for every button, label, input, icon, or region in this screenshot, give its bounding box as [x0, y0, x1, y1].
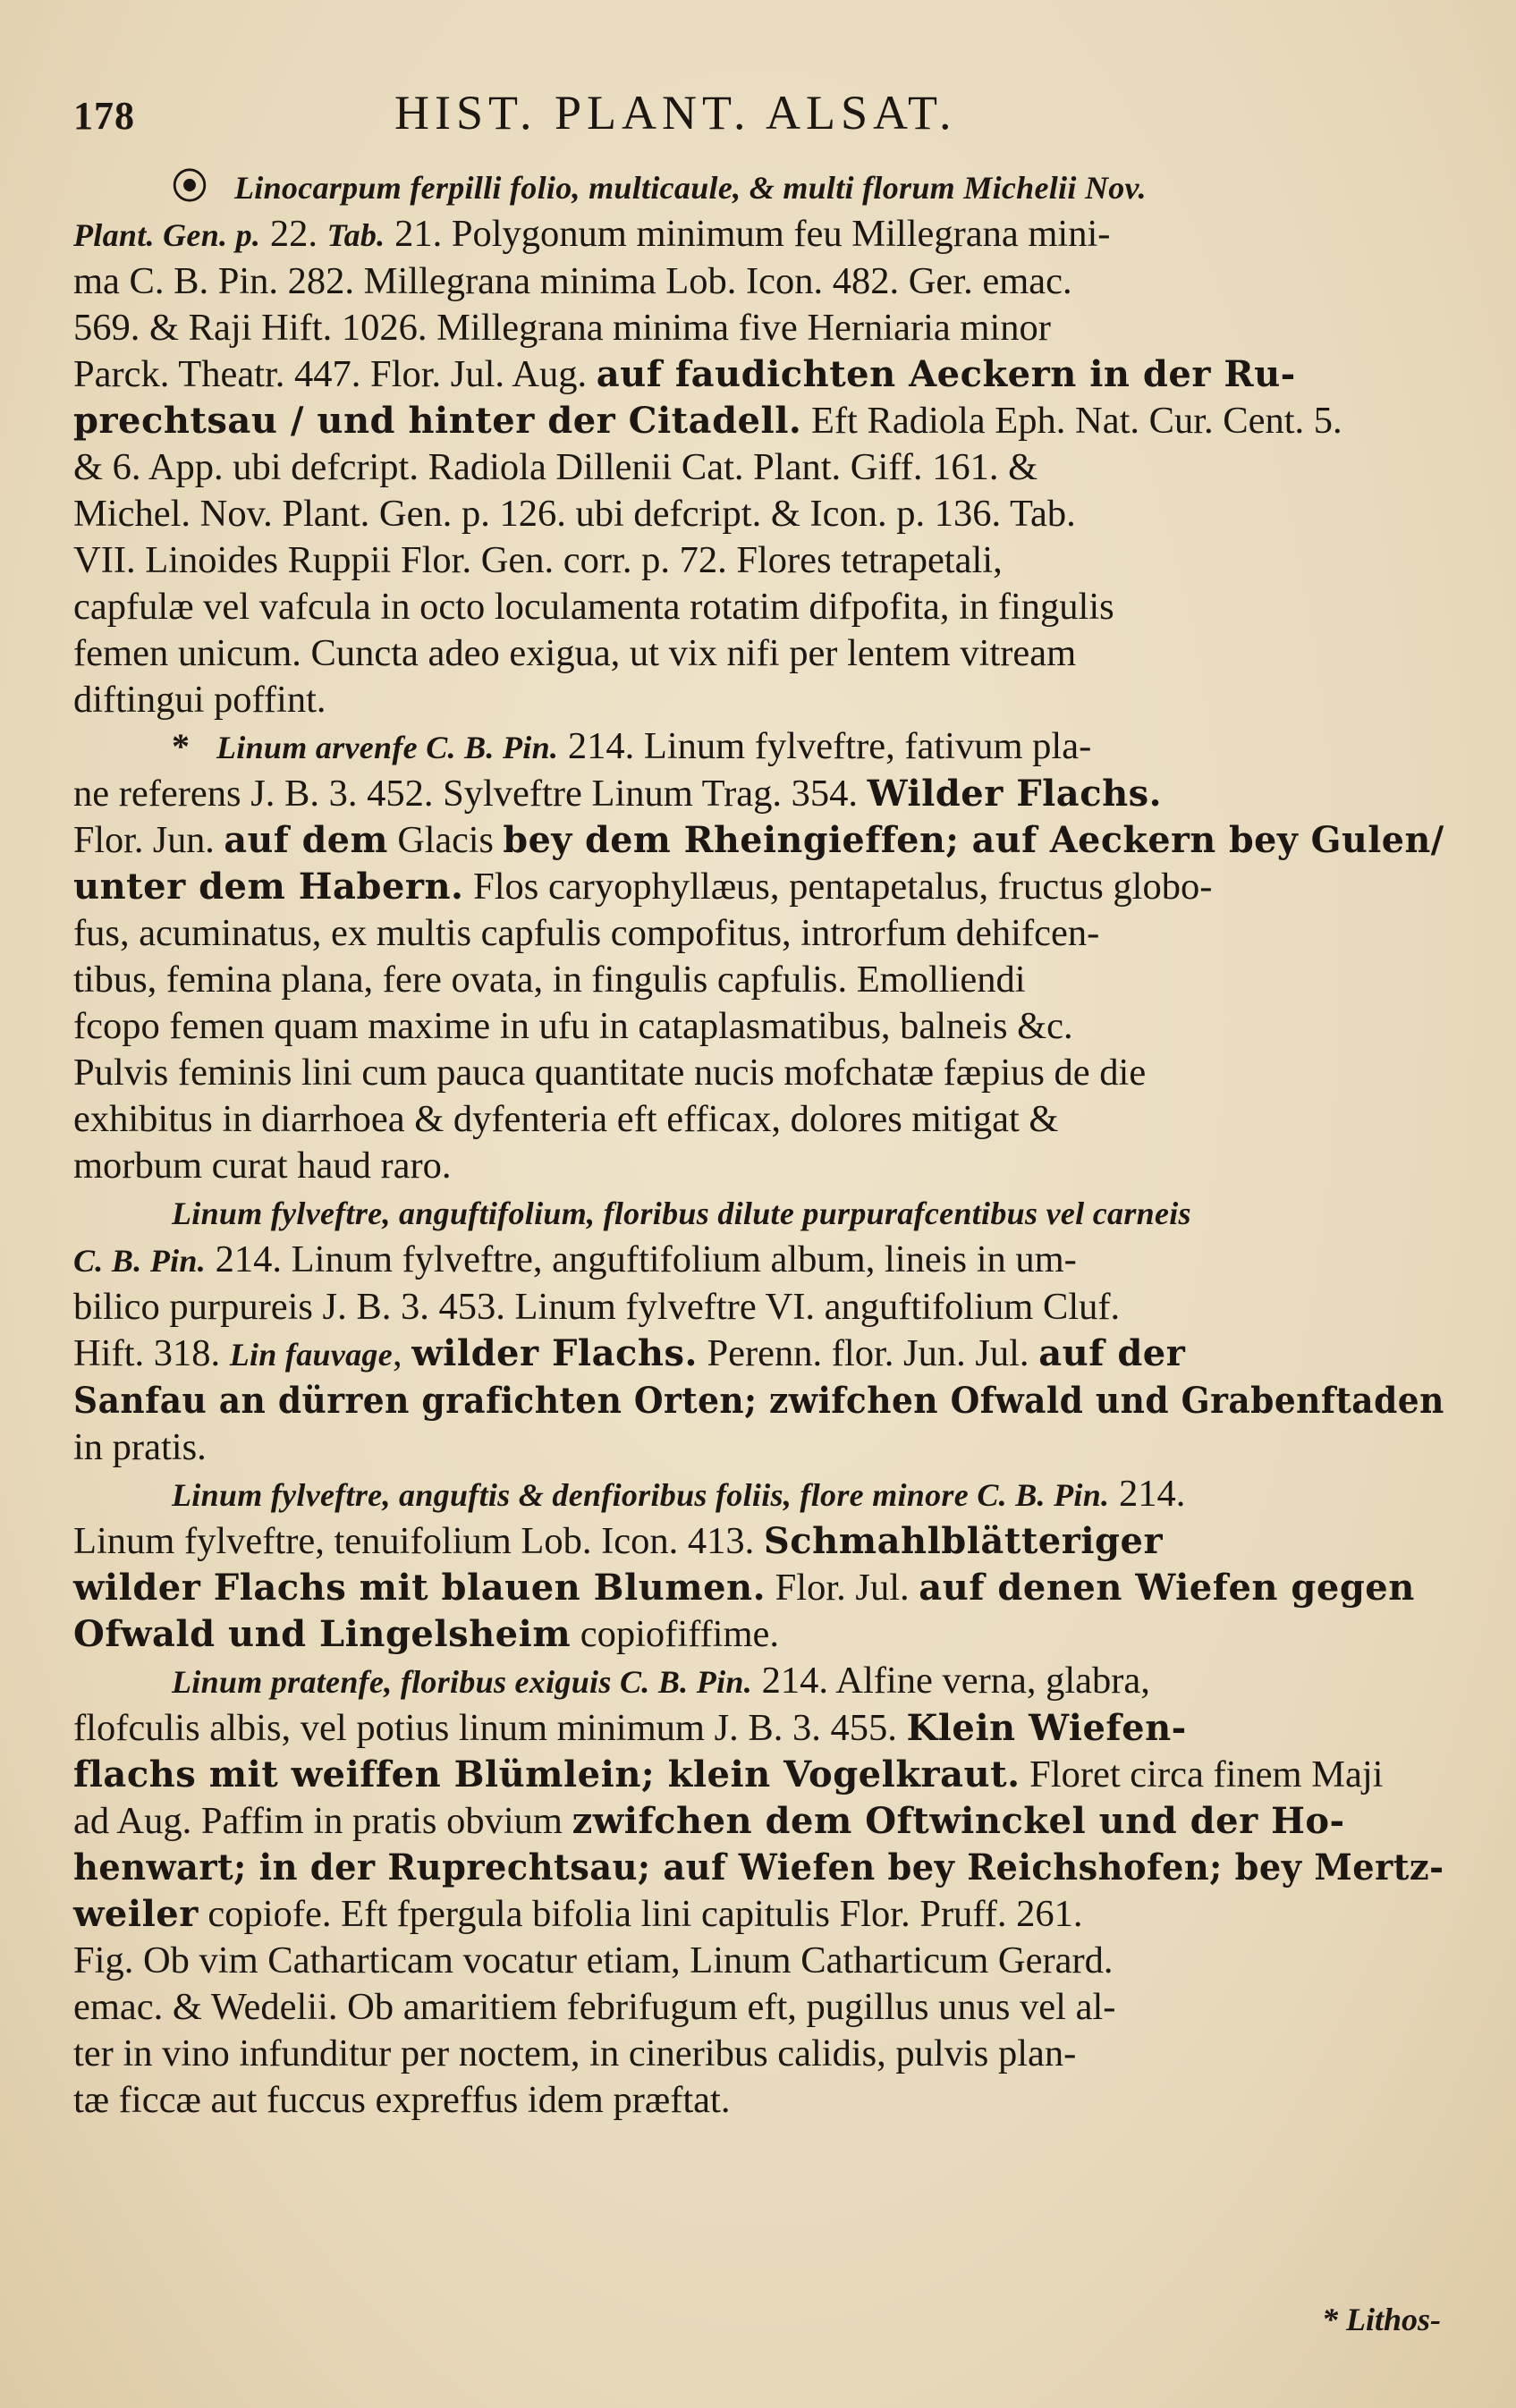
german-text: auf faudichten Aeckern in der Ru- — [596, 353, 1296, 395]
body-text: tibus, femina plana, fere ovata, in fingulis capfulis. Emolliendi — [73, 959, 1026, 1001]
body-text: capfulæ vel vafcula in octo loculamenta rotatim difpofita, in fingulis — [73, 586, 1114, 628]
body-text: Flor. Jul. — [766, 1567, 919, 1609]
text-line — [73, 1705, 1444, 1752]
latin-name: Plant. Gen. p. — [73, 217, 261, 253]
latin-name: Linocarpum ferpilli folio, multicaule, & multi florum Michelii Nov. — [234, 170, 1147, 206]
text-line — [73, 771, 1444, 817]
text-line — [73, 1189, 1444, 1237]
text-line — [73, 910, 1444, 957]
latin-name: Linum fylveftre, anguftis & denfioribus foliis, flore minore C. B. Pin. — [172, 1477, 1110, 1513]
body-text: 21. Polygonum minimum feu Millegrana mini- — [385, 213, 1111, 255]
body-text: morbum curat haud raro. — [73, 1145, 452, 1187]
text-line — [73, 1845, 1444, 1891]
text-line — [73, 817, 1444, 864]
text-line — [73, 1378, 1444, 1424]
text-line — [73, 1752, 1444, 1798]
plant-entry — [73, 164, 1444, 723]
german-text: auf denen Wiefen gegen — [919, 1567, 1415, 1609]
text-line — [73, 1984, 1444, 2031]
text-line — [73, 2031, 1444, 2077]
text-line — [73, 1565, 1444, 1611]
german-text: Schmahlblätteriger — [763, 1520, 1164, 1562]
text-line — [73, 398, 1444, 444]
text-line — [73, 677, 1444, 723]
plant-entry — [73, 1189, 1444, 1471]
body-text: Flos caryophyllæus, pentapetalus, fructus globo- — [463, 866, 1213, 908]
entries-block — [73, 164, 1444, 2124]
catchword: * Lithos- — [1321, 2302, 1441, 2337]
latin-name: Tab. — [326, 217, 385, 253]
german-text: henwart; in der Ruprechtsau; auf Wiefen bey Reichshofen; bey Mertz- — [73, 1846, 1444, 1888]
body-text: , — [393, 1332, 412, 1374]
body-text: fus, acuminatus, ex multis capfulis compofitus, introrfum dehifcen- — [73, 912, 1100, 954]
german-text: weiler — [73, 1893, 199, 1935]
german-text: unter dem Habern. — [73, 866, 464, 908]
body-text: copiofe. Eft fpergula bifolia lini capitulis Flor. Pruff. 261. — [198, 1893, 1083, 1935]
body-text: Glacis — [387, 819, 504, 861]
text-line — [73, 258, 1444, 305]
entry-marker: * — [172, 726, 190, 766]
text-line — [73, 1237, 1444, 1284]
body-text: Eft Radiola Eph. Nat. Cur. Cent. 5. — [801, 400, 1342, 442]
german-text: flachs mit weiffen Blümlein; klein Vogelkraut. — [73, 1753, 1021, 1795]
text-line — [73, 1050, 1444, 1096]
body-text: in pratis. — [73, 1426, 207, 1468]
body-text: Parck. Theatr. 447. Flor. Jul. Aug. — [73, 353, 597, 395]
text-line — [73, 1284, 1444, 1331]
body-text: 214. — [1109, 1473, 1186, 1515]
german-text: bey dem Rheingieffen; auf Aeckern bey Gulen/ — [503, 819, 1444, 861]
latin-name: Lin fauvage — [229, 1337, 393, 1373]
text-line — [73, 351, 1444, 398]
german-text: wilder Flachs. — [411, 1332, 698, 1374]
german-text: zwifchen dem Oftwinckel und der Ho- — [572, 1800, 1345, 1842]
latin-name: Linum arvenfe C. B. Pin. — [216, 730, 559, 765]
body-text: Floret circa finem Maji — [1020, 1753, 1384, 1795]
body-text: ad Aug. Paffim in pratis obvium — [73, 1800, 572, 1842]
body-text: femen unicum. Cuncta adeo exigua, ut vix nifi per lentem vitream — [73, 632, 1077, 674]
body-text: Flor. Jun. — [73, 819, 224, 861]
german-text: auf dem — [224, 819, 388, 861]
german-text: wilder Flachs mit blauen Blumen. — [73, 1567, 766, 1609]
body-text: ter in vino infunditur per noctem, in cineribus calidis, pulvis plan- — [73, 2032, 1077, 2074]
text-line — [73, 491, 1444, 537]
body-text: copiofiffime. — [571, 1613, 780, 1655]
text-line — [73, 1658, 1444, 1705]
body-text: 22. — [260, 213, 327, 255]
text-line — [73, 1891, 1444, 1938]
plant-entry — [73, 1471, 1444, 1658]
plant-entry — [73, 723, 1444, 1189]
body-text: Perenn. flor. Jun. Jul. — [697, 1332, 1039, 1374]
text-line — [73, 864, 1444, 910]
text-line — [73, 1611, 1444, 1658]
body-text: ma C. B. Pin. 282. Millegrana minima Lob. Icon. 482. Ger. emac. — [73, 260, 1072, 302]
text-line — [73, 584, 1444, 630]
body-text: 214. Alfine verna, glabra, — [752, 1660, 1150, 1702]
text-line — [73, 1938, 1444, 1984]
german-text: Klein Wiefen- — [906, 1707, 1187, 1749]
text-line — [73, 723, 1444, 771]
body-text: diftingui poffint. — [73, 679, 326, 721]
german-text: Wilder Flachs. — [867, 773, 1163, 815]
text-line — [73, 1798, 1444, 1845]
body-text: flofculis albis, vel potius linum minimum J. B. 3. 455. — [73, 1707, 907, 1749]
text-line — [73, 630, 1444, 677]
body-text: Linum fylveftre, tenuifolium Lob. Icon. 413. — [73, 1520, 764, 1562]
german-text: auf der — [1038, 1332, 1186, 1374]
body-text: ne referens J. B. 3. 452. Sylveftre Linum Trag. 354. — [73, 773, 868, 815]
body-text: Pulvis feminis lini cum pauca quantitate nucis mofchatæ fæpius de die — [73, 1052, 1147, 1094]
text-line — [73, 537, 1444, 584]
text-line — [73, 1471, 1444, 1518]
plant-entry — [73, 1658, 1444, 2124]
page-header — [73, 85, 1444, 140]
body-text: VII. Linoides Ruppii Flor. Gen. corr. p. 72. Flores tetrapetali, — [73, 539, 1003, 581]
text-line — [73, 305, 1444, 351]
text-line — [73, 1518, 1444, 1565]
body-text: exhibitus in diarrhoea & dyfenteria eft efficax, dolores mitigat & — [73, 1098, 1059, 1140]
body-text: Michel. Nov. Plant. Gen. p. 126. ubi defcript. & Icon. p. 136. Tab. — [73, 493, 1076, 535]
latin-name: C. B. Pin. — [73, 1243, 207, 1279]
latin-name: Linum pratenfe, floribus exiguis C. B. Pin. — [172, 1664, 752, 1700]
text-line — [73, 1003, 1444, 1050]
text-line — [73, 1143, 1444, 1189]
entry-marker: ⦿ — [172, 166, 207, 207]
text-line — [73, 957, 1444, 1003]
german-text: Sanfau an dürren grafichten Orten; zwifchen Ofwald und Grabenftaden — [73, 1380, 1444, 1422]
german-text: prechtsau / und hinter der Citadell. — [73, 400, 802, 442]
body-text: fcopo femen quam maxime in ufu in cataplasmatibus, balneis &c. — [73, 1005, 1073, 1047]
text-line — [73, 211, 1444, 258]
running-title: HIST. PLANT. ALSAT. — [394, 86, 957, 139]
body-text: & 6. App. ubi defcript. Radiola Dillenii Cat. Plant. Giff. 161. & — [73, 446, 1038, 488]
text-line — [73, 1331, 1444, 1378]
body-text: Fig. Ob vim Catharticam vocatur etiam, Linum Catharticum Gerard. — [73, 1939, 1114, 1981]
body-text: emac. & Wedelii. Ob amaritiem febrifugum eft, pugillus unus vel al- — [73, 1986, 1116, 2028]
body-text: Hift. 318. — [73, 1332, 230, 1374]
body-text: bilico purpureis J. B. 3. 453. Linum fylveftre VI. anguftifolium Cluf. — [73, 1286, 1121, 1328]
text-line — [73, 1096, 1444, 1143]
german-text: Ofwald und Lingelsheim — [73, 1613, 572, 1655]
body-text: 214. Linum fylveftre, anguftifolium album, lineis in um- — [206, 1238, 1077, 1280]
body-text: 569. & Raji Hift. 1026. Millegrana minima five Herniaria minor — [73, 307, 1051, 349]
text-line — [73, 444, 1444, 491]
text-line — [73, 2077, 1444, 2124]
body-text: tæ ficcæ aut fuccus expreffus idem præftat. — [73, 2079, 731, 2121]
text-line — [73, 1424, 1444, 1471]
text-line — [73, 164, 1444, 211]
latin-name: Linum fylveftre, anguftifolium, floribus dilute purpurafcentibus vel carneis — [172, 1196, 1191, 1231]
body-text: 214. Linum fylveftre, fativum pla- — [558, 725, 1092, 767]
page-number: 178 — [73, 94, 135, 138]
